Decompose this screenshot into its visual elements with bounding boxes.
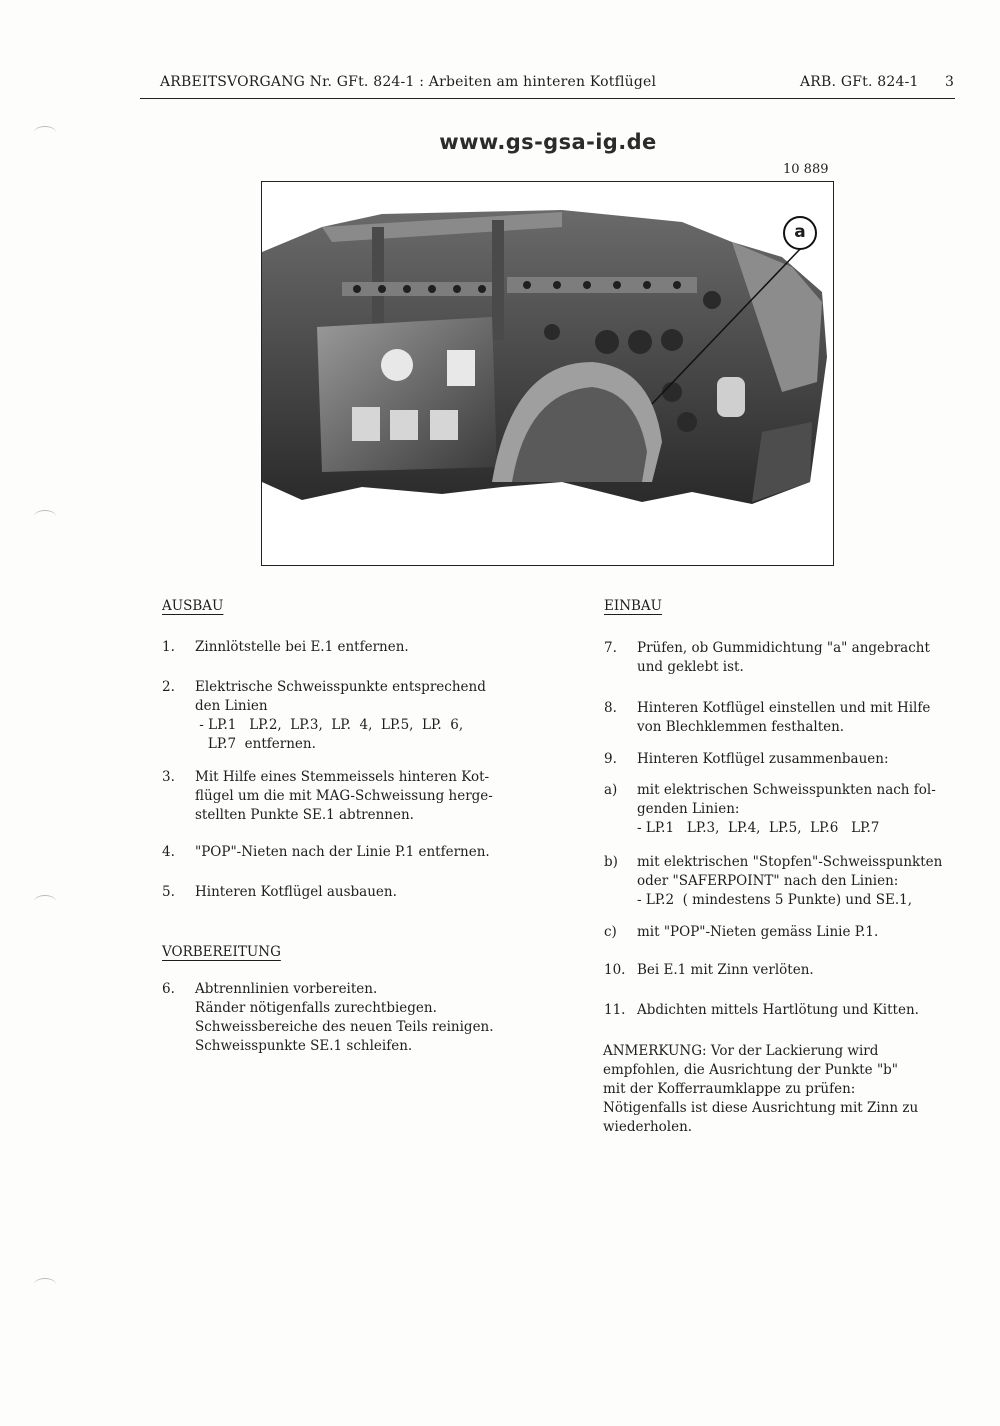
website-url: www.gs-gsa-ig.de — [439, 130, 657, 154]
header-title: ARBEITSVORGANG Nr. GFt. 824-1 : Arbeiten am hinteren Kotflügel — [160, 74, 657, 90]
list-item — [604, 961, 994, 981]
item-number: 9. — [604, 751, 617, 767]
item-text: mit "POP"-Nieten gemäss Linie P.1. — [637, 924, 879, 940]
list-item — [604, 923, 994, 943]
header-rule — [140, 98, 955, 99]
item-number: b) — [604, 854, 618, 870]
item-text: Zinnlötstelle bei E.1 entfernen. — [195, 639, 409, 655]
binder-hole-mark — [34, 895, 56, 908]
item-text: Abtrennlinien vorbereiten. Ränder nötigenfalls zurechtbiegen. Schweissbereiche des neuen Teils reinigen. Schweisspunkte SE.1 schleifen. — [195, 981, 494, 1054]
list-item — [162, 768, 542, 826]
item-text: Elektrische Schweisspunkte entsprechend den Linien - LP.1 LP.2, LP.3, LP. 4, LP.5, LP. 6, LP.7 entfernen. — [195, 679, 486, 752]
header-reference: ARB. GFt. 824-1 — [800, 74, 919, 90]
item-number: 3. — [162, 769, 175, 785]
item-text: Hinteren Kotflügel ausbauen. — [195, 884, 397, 900]
rear-quarter-panel-illustration — [262, 182, 834, 566]
photo-number: 10 889 — [783, 162, 829, 177]
list-item — [162, 883, 542, 903]
note-anmerkung: ANMERKUNG: Vor der Lackierung wird empfohlen, die Ausrichtung der Punkte "b" mit der Kofferraumklappe zu prüfen: Nötigenfalls ist diese Ausrichtung mit Zinn zu wiederholen. — [603, 1043, 919, 1135]
item-number: 11. — [604, 1002, 626, 1018]
item-number: c) — [604, 924, 617, 940]
item-number: 7. — [604, 640, 617, 656]
list-item — [162, 678, 542, 756]
list-item — [162, 980, 542, 1058]
item-text: Hinteren Kotflügel zusammenbauen: — [637, 751, 889, 767]
list-item — [162, 843, 542, 863]
list-item — [604, 781, 994, 839]
item-number: 4. — [162, 844, 175, 860]
section-heading-ausbau: AUSBAU — [162, 598, 224, 614]
binder-hole-mark — [34, 1278, 56, 1291]
item-text: Hinteren Kotflügel einstellen und mit Hilfe von Blechklemmen festhalten. — [637, 700, 931, 735]
item-number: 8. — [604, 700, 617, 716]
list-item — [162, 638, 542, 658]
item-text: Prüfen, ob Gummidichtung "a" angebracht und geklebt ist. — [637, 640, 930, 675]
binder-hole-mark — [34, 510, 56, 523]
list-item — [604, 750, 994, 770]
item-text: mit elektrischen "Stopfen"-Schweisspunkten oder "SAFERPOINT" nach den Linien: - LP.2 ( mindestens 5 Punkte) und SE.1, — [637, 854, 943, 908]
item-number: 5. — [162, 884, 175, 900]
item-text: Bei E.1 mit Zinn verlöten. — [637, 962, 814, 978]
callout-a-marker — [783, 216, 817, 250]
item-text: mit elektrischen Schweisspunkten nach fol- genden Linien: - LP.1 LP.3, LP.4, LP.5, LP.6 LP.7 — [637, 782, 936, 836]
item-number: a) — [604, 782, 618, 798]
item-number: 1. — [162, 639, 175, 655]
list-item — [604, 699, 994, 739]
list-item — [604, 1001, 994, 1021]
section-heading-einbau: EINBAU — [604, 598, 663, 614]
section-heading-vorbereitung: VORBEREITUNG — [162, 944, 281, 960]
list-item — [604, 639, 994, 679]
item-number: 6. — [162, 981, 175, 997]
item-number: 10. — [604, 962, 626, 978]
item-text: "POP"-Nieten nach der Linie P.1 entfernen. — [195, 844, 490, 860]
body-panel-photo — [261, 181, 834, 566]
item-text: Abdichten mittels Hartlötung und Kitten. — [637, 1002, 919, 1018]
page-number: 3 — [945, 74, 955, 90]
item-text: Mit Hilfe eines Stemmeissels hinteren Kot- flügel um die mit MAG-Schweissung herge- stellten Punkte SE.1 abtrennen. — [195, 769, 493, 823]
callout-a-label: a — [794, 222, 806, 242]
list-item — [604, 853, 994, 911]
item-number: 2. — [162, 679, 175, 695]
